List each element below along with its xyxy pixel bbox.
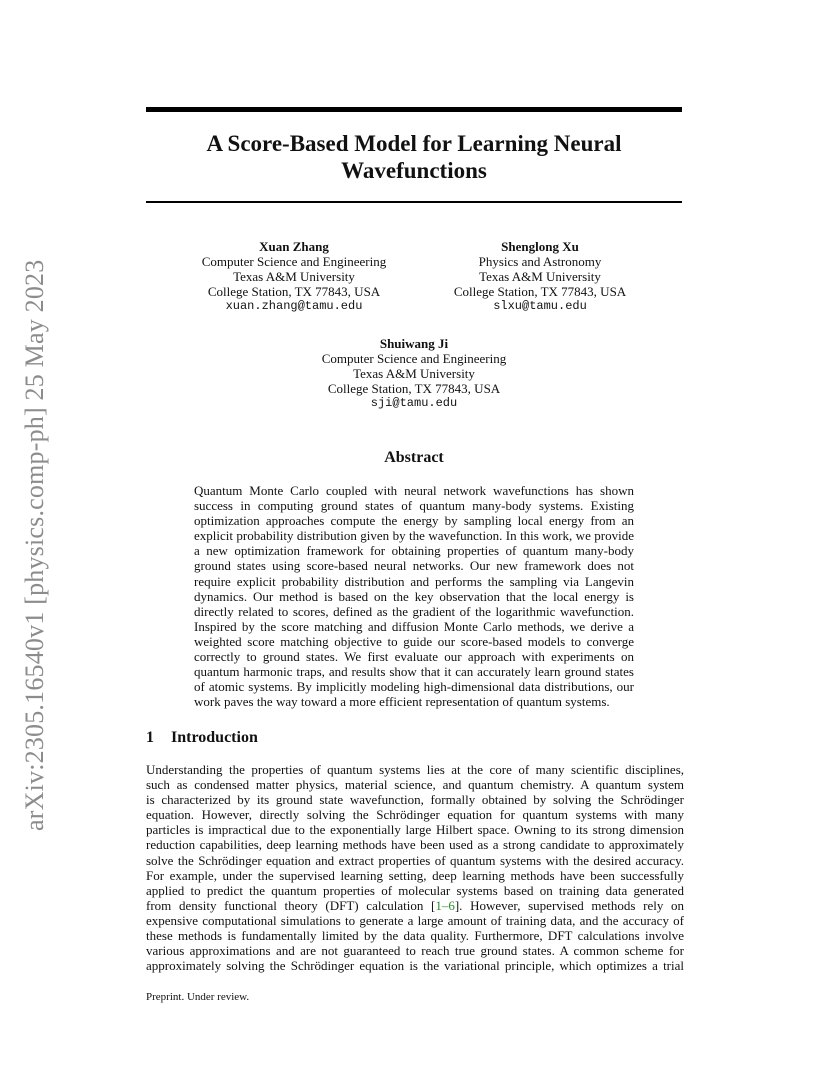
title-line-2: Wavefunctions bbox=[341, 158, 487, 183]
author-department: Physics and Astronomy bbox=[478, 254, 602, 269]
author-address: College Station, TX 77843, USA bbox=[453, 284, 627, 299]
author-name: Shuiwang Ji bbox=[379, 336, 449, 351]
author-department: Computer Science and Engineering bbox=[321, 351, 507, 366]
intro-line: Understanding the properties of quantum systems lies at the core of many scientific disciplines, bbox=[146, 762, 684, 777]
title-rule-top bbox=[146, 107, 682, 112]
abstract-line: dynamics. Our method is based on the key observation that the local energy is bbox=[194, 588, 634, 604]
intro-line: various approximations and are not guaranteed to reach true ground states. A common scheme for bbox=[146, 943, 684, 959]
author-email[interactable]: xuan.zhang@tamu.edu bbox=[225, 299, 363, 313]
intro-line: such as condensed matter physics, material science, and quantum chemistry. A quantum system bbox=[146, 777, 684, 793]
arxiv-identifier-stamp: arXiv:2305.16540v1 [physics.comp-ph] 25 May 2023 bbox=[20, 259, 49, 831]
section-number: 1 bbox=[146, 729, 154, 746]
paper-title bbox=[146, 130, 682, 184]
abstract-line: ground states using score-based neural networks. Our new framework does not bbox=[194, 558, 634, 574]
abstract-line: weighted score matching objective to guide our score-based models to converge bbox=[194, 633, 634, 649]
title-rule-bottom bbox=[146, 201, 682, 203]
abstract-line: Inspired by the score matching and diffusion Monte Carlo methods, we derive a bbox=[194, 618, 634, 634]
abstract-line: quantum harmonic traps, and results show that it can accurately learn ground states bbox=[194, 664, 634, 680]
preprint-footer: Preprint. Under review. bbox=[146, 991, 250, 1003]
intro-line: these methods is fundamentally limited by the data quality. Furthermore, DFT calculations involve bbox=[146, 928, 684, 944]
author-name: Xuan Zhang bbox=[259, 239, 329, 254]
intro-line: is characterized by its ground state wavefunction, formally obtained by solving the Schrödinger bbox=[146, 792, 684, 808]
intro-line: applied to predict the quantum properties of molecular systems based on training data generated bbox=[146, 882, 684, 898]
intro-line: reduction capabilities, deep learning methods have been used as a strong candidate to approximately bbox=[146, 837, 684, 853]
author-block-shenglong-xu bbox=[420, 239, 660, 314]
author-university: Texas A&M University bbox=[353, 366, 475, 381]
author-block-shuiwang-ji bbox=[294, 336, 534, 411]
intro-line: equation. However, directly solving the Schrödinger equation for quantum systems with many bbox=[146, 807, 684, 823]
intro-line: expensive computational simulations to generate a large amount of training data, and the accuracy of bbox=[146, 912, 684, 928]
intro-text: ]. However, supervised methods rely on bbox=[454, 897, 684, 913]
author-department: Computer Science and Engineering bbox=[201, 254, 387, 269]
citation-link[interactable]: 1–6 bbox=[435, 897, 455, 913]
author-university: Texas A&M University bbox=[479, 269, 601, 284]
abstract-line: Quantum Monte Carlo coupled with neural network wavefunctions has shown bbox=[194, 483, 634, 498]
abstract-line: directly related to scores, defined as the gradient of the logarithmic wavefunction. bbox=[194, 603, 634, 619]
title-line-1: A Score-Based Model for Learning Neural bbox=[206, 131, 622, 156]
intro-line: For example, under the supervised learning setting, deep learning methods have been successfully bbox=[146, 867, 684, 883]
abstract-body bbox=[194, 483, 634, 709]
author-address: College Station, TX 77843, USA bbox=[207, 284, 381, 299]
abstract-line: correctly to ground states. We first evaluate our approach with experiments on bbox=[194, 649, 634, 665]
author-email[interactable]: sji@tamu.edu bbox=[370, 396, 458, 410]
intro-line: particles is impractical due to the exponentially large Hilbert space. Owning to its strong dimension bbox=[146, 822, 684, 838]
author-university: Texas A&M University bbox=[233, 269, 355, 284]
abstract-line: work paves the way toward a more efficient representation of quantum systems. bbox=[194, 694, 610, 710]
abstract-line: optimization approaches compute the energy by sampling local energy from an bbox=[194, 513, 634, 529]
author-block-xuan-zhang bbox=[174, 239, 414, 314]
section-heading-introduction bbox=[146, 729, 258, 747]
author-name: Shenglong Xu bbox=[501, 239, 579, 254]
abstract-line: success in computing ground states of quantum many-body systems. Existing bbox=[194, 498, 634, 514]
abstract-line: explicit probability distribution given by the wavefunction. In this work, we provide bbox=[194, 528, 634, 544]
abstract-line: a new optimization framework for obtaining properties of quantum many-body bbox=[194, 543, 634, 559]
abstract-heading: Abstract bbox=[384, 449, 444, 466]
author-address: College Station, TX 77843, USA bbox=[327, 381, 501, 396]
introduction-body bbox=[146, 762, 684, 973]
intro-line: approximately solving the Schrödinger equation is the variational principle, which optimizes a trial bbox=[146, 958, 684, 974]
author-email[interactable]: slxu@tamu.edu bbox=[493, 299, 587, 313]
abstract-line: require explicit probability distribution and performs the sampling via Langevin bbox=[194, 573, 634, 589]
abstract-line: of atomic systems. By implicitly modeling high-dimensional data distributions, our bbox=[194, 679, 634, 695]
section-title: Introduction bbox=[171, 729, 258, 746]
intro-line-with-citation bbox=[146, 898, 684, 913]
intro-text: from density functional theory (DFT) calculation [ bbox=[146, 897, 436, 913]
intro-line: solve the Schrödinger equation and extract properties of quantum systems with the desired accuracy. bbox=[146, 852, 684, 868]
